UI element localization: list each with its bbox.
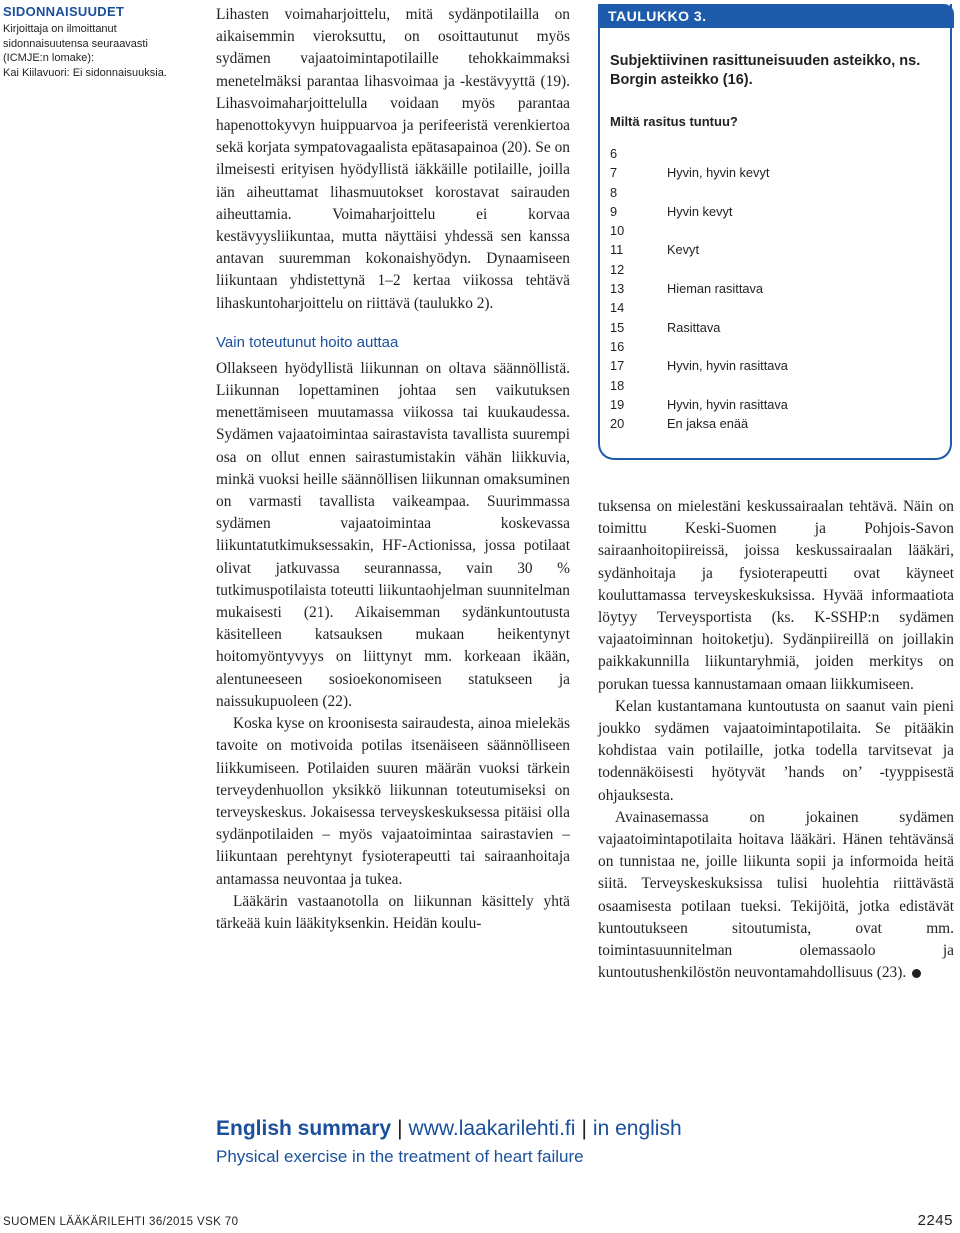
borg-description: Kevyt — [667, 242, 700, 258]
borg-description: Hyvin, hyvin kevyt — [667, 165, 770, 181]
table-tab — [598, 4, 954, 28]
borg-value: 9 — [610, 203, 618, 219]
table-row — [610, 262, 946, 281]
disclosure-line: Kai Kiilavuori: Ei sidonnaisuuksia. — [3, 66, 167, 79]
table-row — [610, 281, 946, 300]
borg-scale-table — [598, 4, 952, 460]
table-row — [610, 146, 946, 165]
body-paragraph: Koska kyse on kroonisesta sairaudesta, ainoa mielekäs tavoite on motivoida potilas itsenäiseen säännölliseen liikkumiseen. Potilaiden suuren määrän vuoksi tärkein terveydenhuollon yksikkö liikunnan toteutumiseksi on terveyskeskus. Jokaisessa terveyskeskuksessa pitäisi olla sydänpotilaiden – myös vajaatoimintaa sairastavien – liikuntaan perehtynyt fysioterapeutti tai sairaanhoitaja antamassa neuvontaa ja tukea. — [216, 715, 570, 888]
borg-value: 14 — [610, 300, 625, 316]
table-row — [610, 204, 946, 223]
body-paragraph — [598, 807, 954, 985]
table-row — [610, 378, 946, 397]
table-row — [610, 358, 946, 377]
borg-value: 13 — [610, 281, 625, 297]
borg-value: 17 — [610, 358, 625, 374]
borg-value: 8 — [610, 184, 618, 200]
summary-lang-link[interactable]: in english — [592, 1117, 682, 1140]
table-row — [610, 242, 946, 261]
end-mark-icon — [912, 969, 921, 978]
section-heading: Vain toteutunut hoito auttaa — [216, 333, 399, 351]
body-paragraph: Ollakseen hyödyllistä liikunnan on oltava säännöllistä. Liikunnan lopettaminen johtaa sen vaikutuksen menettämiseen muutamassa viikossa tai kuukaudessa. Sydämen vajaatoimintaa sairastavista tavallista suurempi osa on ollut ennen sairastumistakin vähän liikkuvia, minkä vuoksi heille säännöllisen liikunnan omaksuminen on varmasti tavallista vaikeampaa. Suurimmassa sydämen vajaatoimintaa koskevassa liikuntatutkimuksessakin, HF-Actionissa, jossa potilaat olivat jatkuvassa seurannassa, vain 30 % tutkimuspotilaista toteutti liikuntaohjelman suunnitelman mukaisesti (21). Aikaisemman sydänkuntoutusta käsitelleen katsauksen mukaan heikentynyt hoitomyöntyvyys on liittynyt mm. korkeaan ikään, alentuneeseen sosioekonomiseen statukseen ja naissukupuoleen (22). — [216, 359, 570, 710]
borg-value: 16 — [610, 338, 625, 354]
borg-description: Hyvin kevyt — [667, 203, 733, 219]
borg-value: 15 — [610, 319, 625, 335]
disclosure-heading: SIDONNAISUUDET — [3, 4, 125, 19]
table-row — [610, 416, 946, 435]
table-rows — [610, 146, 946, 435]
english-summary — [216, 1116, 682, 1168]
borg-description: Hyvin, hyvin rasittava — [667, 396, 788, 412]
borg-description: Hieman rasittava — [667, 281, 764, 297]
borg-value: 12 — [610, 261, 625, 277]
journal-footer: SUOMEN LÄÄKÄRILEHTI 36/2015 VSK 70 — [3, 1216, 239, 1228]
table-question: Miltä rasitus tuntuu? — [610, 114, 738, 129]
borg-value: 18 — [610, 377, 625, 393]
borg-description: En jaksa enää — [667, 416, 749, 432]
body-paragraph: Lihasten voimaharjoittelu, mitä sydänpotilailla on aikaisemmin vieroksuttu, on osoittautunut myös sydämen vajaatoimintapotilaille tehokkaimmaksi menetelmäksi parantaa lihasvoimaa ja -kestävyyttä (19). Lihasvoimaharjoittelulla voidaan myös parantaa hapenottokyvyn huippuarvoa ja perifeeristä verenkiertoa sekä korjata sympatovagaalista epätasapainoa (20). Se on ilmeisesti erityisen hyödyllistä iäkkäille potilaille, joilla iän aiheuttamat lihasmuutokset korostavat sairauden aiheuttamia. Voimaharjoittelu ei korvaa kestävyysliikuntaa, mutta näyttäisi yhdessä sen kanssa antavan suuremman kokonaishyödyn. Dynaamiseen liikuntaan yhdistettynä 1–2 kertaa viikossa tehtävä lihaskuntoharjoittelu on riittävä (taulukko 2). — [216, 6, 570, 312]
borg-value: 11 — [610, 242, 624, 258]
summary-url-link[interactable]: www.laakarilehti.fi — [408, 1117, 576, 1140]
body-paragraph: Kelan kustantamana kuntoutusta on saanut vain pieni joukko sydämen vajaatoimintapotilaita. Se pitääkin kohdistaa vain potilaille, jotka todella tarvitsevat ja todennäköisesti hyötyvät ’hands on’ -tyyppisestä ohjauksesta. — [598, 697, 954, 804]
disclosure-line: sidonnaisuutensa seuraavasti — [3, 37, 148, 50]
separator-bar: | — [397, 1117, 403, 1140]
borg-value: 19 — [610, 396, 625, 412]
summary-subtitle: Physical exercise in the treatment of heart failure — [216, 1147, 584, 1166]
body-paragraph: tuksensa on mielestäni keskussairaalan tehtävä. Näin on toimittu Keski-Suomen ja Pohjois-Savon sairaanhoitopiireissä, joissa keskussairaalan lääkäri, sydänhoitaja ja fysioterapeutti ovat käyneet kouluttamassa terveyskeskuksissa. Hyvää informaatiota löytyy Terveysportista (ks. K-SSHP:n sydämen vajaatoiminnan hoitoketju). Sydänpiireillä on joillakin paikkakunnilla liikuntaryhmiä, joiden merkitys on porukan tuessa kannustamaan omaan liikkumiseen. — [598, 498, 954, 693]
disclosure-box — [3, 4, 198, 80]
separator-bar: | — [581, 1117, 587, 1140]
table-title: Subjektiivinen rasittuneisuuden asteikko, ns. Borgin asteikko (16). — [610, 53, 921, 88]
borg-description: Hyvin, hyvin rasittava — [667, 358, 788, 374]
summary-title: English summary — [216, 1117, 392, 1140]
borg-description: Rasittava — [667, 319, 721, 335]
table-row — [610, 300, 946, 319]
borg-value: 10 — [610, 223, 625, 239]
table-row — [610, 185, 946, 204]
body-paragraph: Lääkärin vastaanotolla on liikunnan käsittely yhtä tärkeää kuin lääkityksenkin. Heidän koulu- — [216, 892, 570, 932]
body-paragraph-text: Avainasemassa on jokainen sydämen vajaatoimintapotilaita hoitava lääkäri. Hänen tehtävänsä on tunnistaa ne, joille liikunta sopii ja informoida heitä siitä. Terveyskeskuksissa tulisi huolehtia riittävästä osaamisesta potilaan tueksi. Tekijöitä, jotka edistävät kuntoutukseen sitoutumista, ovat mm. toimintasuunnitelman olemassaolo ja kuntoutushenkilöstön neuvontamahdollisuus (23). — [598, 808, 954, 982]
table-row — [610, 339, 946, 358]
table-row — [610, 223, 946, 242]
article-column-left — [216, 4, 570, 935]
disclosure-line: (ICMJE:n lomake): — [3, 52, 95, 64]
disclosure-line: Kirjoittaja on ilmoittanut — [3, 23, 117, 35]
article-column-right — [598, 496, 954, 984]
borg-value: 6 — [610, 146, 618, 161]
table-row — [610, 165, 946, 184]
page-number: 2245 — [917, 1212, 953, 1229]
borg-value: 20 — [610, 416, 625, 432]
borg-value: 7 — [610, 165, 618, 181]
table-tab-label: TAULUKKO 3. — [608, 8, 707, 24]
table-row — [610, 397, 946, 416]
table-row — [610, 320, 946, 339]
